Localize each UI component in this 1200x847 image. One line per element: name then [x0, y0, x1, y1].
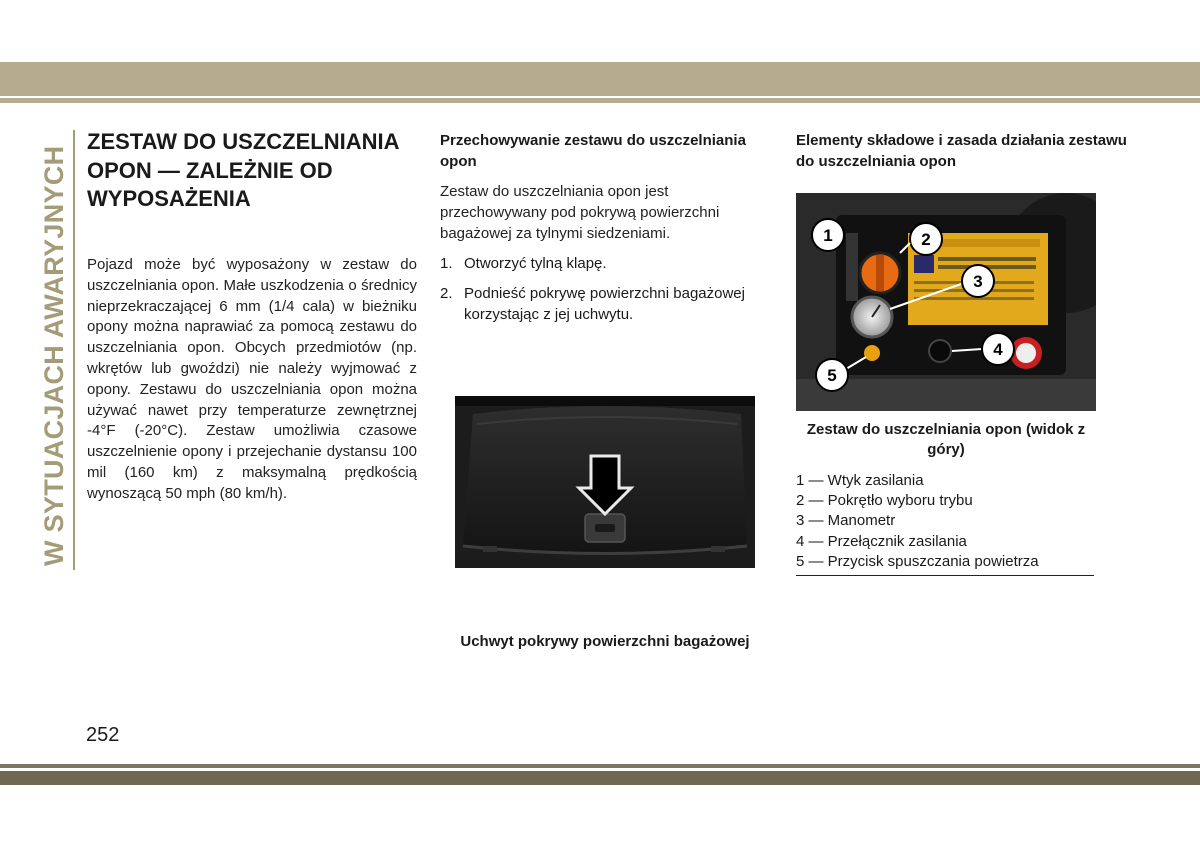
step-text: Otworzyć tylną klapę.	[464, 255, 607, 273]
legend-item: 5 — Przycisk spuszczania powietrza	[796, 552, 1039, 570]
header-band-rule	[0, 98, 1200, 103]
storage-section	[440, 130, 770, 335]
power-switch	[929, 340, 951, 362]
kit-figure-caption: Zestaw do uszczelniania opon (widok z góry)	[806, 421, 1086, 458]
cargo-floor-photo	[455, 396, 755, 568]
storage-heading: Przechowywanie zestawu do uszczelniania opon	[440, 132, 746, 170]
step-item	[440, 284, 770, 326]
component-legend	[796, 471, 1094, 576]
legend-item: 4 — Przełącznik zasilania	[796, 532, 967, 550]
components-heading: Elementy składowe i zasada działania zestawu do uszczelniania opon	[796, 132, 1127, 170]
legend-item: 3 — Manometr	[796, 512, 896, 530]
footer-band	[0, 771, 1200, 785]
legend-item: 2 — Pokrętło wyboru trybu	[796, 492, 973, 510]
step-number: 2.	[440, 285, 453, 303]
storage-paragraph: Zestaw do uszczelniania opon jest przechowywany pod pokrywą powierzchni bagażowej za tylnymi siedzeniami.	[440, 183, 720, 242]
step-item	[440, 254, 770, 275]
legend-item: 1 — Wtyk zasilania	[796, 472, 924, 489]
header-band	[0, 62, 1200, 96]
svg-text:5: 5	[827, 366, 837, 385]
svg-text:1: 1	[823, 226, 833, 245]
intro-paragraph: Pojazd może być wyposażony w zestaw do uszczelniania opon. Małe uszkodzenia o średnicy nieprzekraczającej 6 mm (1/4 cala) w bieżniku opony można naprawiać za pomocą zestawu do uszczelniania opon. Obcych przedmiotów (np. wkrętów lub gwoździ) nie należy wyjmować z opony. Zestawu do uszczelniania opon można używać nawet przy temperaturze zewnętrznej -4°F (-20°C). Zestaw umożliwia czasowe uszczelnienie opony i przejechanie dystansu 100 mil (160 km) z maksymalną prędkością wynoszącą 50 mph (80 km/h).	[87, 256, 417, 502]
step-number: 1.	[440, 255, 453, 273]
svg-text:2: 2	[921, 230, 931, 249]
svg-text:4: 4	[993, 340, 1003, 359]
deflate-button	[864, 345, 880, 361]
step-text: Podnieść pokrywę powierzchni bagażowej korzystając z jej uchwytu.	[464, 285, 745, 323]
section-tab-label: W SYTUACJACH AWARYJNYCH	[39, 145, 69, 566]
sealant-kit-photo	[796, 193, 1096, 411]
sealant-kit-illustration	[796, 193, 1096, 411]
cargo-floor-illustration	[455, 396, 755, 568]
footer-rule	[0, 764, 1200, 768]
callout-1	[812, 219, 844, 251]
svg-text:3: 3	[973, 272, 983, 291]
page-number: 252	[86, 724, 120, 746]
cargo-figure-caption: Uchwyt pokrywy powierzchni bagażowej	[460, 633, 750, 650]
page-title: ZESTAW DO USZCZELNIANIA OPON — ZALEŻNIE OD WYPOSAŻENIA	[87, 129, 399, 211]
